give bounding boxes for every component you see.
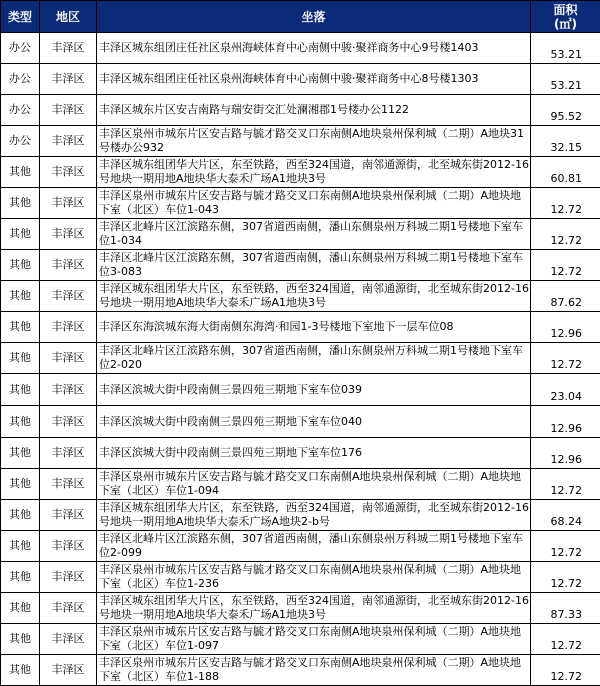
table-row [1,406,600,438]
cell-district: 丰泽区 [40,250,97,281]
cell-location: 丰泽区泉州市城东片区安吉路与毓才路交叉口东南侧A地块泉州保利城（二期）A地块地下室（北区）车位1-236 [97,562,531,593]
table-row [1,624,600,655]
cell-type: 其他 [1,312,40,343]
table-row [1,219,600,250]
cell-area: 32.15 [531,126,600,157]
table-row [1,343,600,374]
table-row [1,531,600,562]
cell-type: 其他 [1,188,40,219]
cell-district: 丰泽区 [40,312,97,343]
cell-district: 丰泽区 [40,374,97,406]
table-row [1,188,600,219]
cell-district: 丰泽区 [40,562,97,593]
table-row [1,593,600,624]
cell-type: 办公 [1,95,40,126]
cell-area: 12.72 [531,250,600,281]
cell-type: 其他 [1,374,40,406]
cell-type: 其他 [1,469,40,500]
cell-area: 53.21 [531,64,600,95]
cell-district: 丰泽区 [40,500,97,531]
table-row [1,374,600,406]
cell-location: 丰泽区泉州市城东片区安吉路与毓才路交叉口东南侧A地块泉州保利城（二期）A地块地下室（北区）车位1-188 [97,655,531,686]
table-row [1,469,600,500]
cell-location: 丰泽区城东组团庄任社区泉州海峡体育中心南侧中骏·聚祥商务中心9号楼1403 [97,33,531,64]
cell-area: 95.52 [531,95,600,126]
table-row [1,281,600,312]
table-row [1,562,600,593]
table-row [1,312,600,343]
cell-district: 丰泽区 [40,157,97,188]
cell-area: 12.72 [531,562,600,593]
cell-area: 12.72 [531,219,600,250]
cell-location: 丰泽区泉州市城东片区安吉路与毓才路交叉口东南侧A地块泉州保利城（二期）A地块地下室（北区）车位1-043 [97,188,531,219]
cell-type: 其他 [1,562,40,593]
table-row [1,126,600,157]
cell-location: 丰泽区北峰片区江滨路东侧，307省道西南侧，潘山东侧泉州万科城二期1号楼地下室车位2-020 [97,343,531,374]
cell-type: 其他 [1,157,40,188]
cell-type: 其他 [1,624,40,655]
cell-area: 12.72 [531,624,600,655]
cell-area: 68.24 [531,500,600,531]
cell-type: 其他 [1,593,40,624]
cell-location: 丰泽区城东组团华大片区，东至铁路，西至324国道，南邻通源街，北至城东街2012-16号地块一期用地A地块华大泰禾广场A1地块3号 [97,281,531,312]
cell-location: 丰泽区城东组团华大片区，东至铁路，西至324国道，南邻通源街，北至城东街2012-16号地块一期用地A地块华大泰禾广场A1地块3号 [97,593,531,624]
cell-district: 丰泽区 [40,95,97,126]
cell-location: 丰泽区滨城大街中段南侧三景四苑三期地下室车位039 [97,374,531,406]
header-area [531,1,600,33]
table-body [1,33,600,686]
table-row [1,438,600,469]
cell-type: 办公 [1,33,40,64]
cell-district: 丰泽区 [40,624,97,655]
cell-area: 12.72 [531,469,600,500]
cell-area: 23.04 [531,374,600,406]
cell-area: 87.62 [531,281,600,312]
cell-area: 53.21 [531,33,600,64]
cell-location: 丰泽区北峰片区江滨路东侧，307省道西南侧，潘山东侧泉州万科城二期1号楼地下室车位1-034 [97,219,531,250]
cell-district: 丰泽区 [40,593,97,624]
cell-district: 丰泽区 [40,33,97,64]
header-type: 类型 [1,1,40,33]
cell-district: 丰泽区 [40,531,97,562]
header-district: 地区 [40,1,97,33]
cell-location: 丰泽区城东组团华大片区，东至铁路，西至324国道，南邻通源街，北至城东街2012-16号地块一期用地A地块华大泰禾广场A地块2-b号 [97,500,531,531]
cell-area: 12.96 [531,312,600,343]
cell-area: 60.81 [531,157,600,188]
cell-district: 丰泽区 [40,438,97,469]
cell-type: 办公 [1,126,40,157]
header-row [1,1,600,33]
table-row [1,157,600,188]
cell-type: 其他 [1,655,40,686]
cell-type: 其他 [1,438,40,469]
cell-area: 87.33 [531,593,600,624]
cell-district: 丰泽区 [40,281,97,312]
cell-type: 办公 [1,64,40,95]
cell-type: 其他 [1,250,40,281]
cell-location: 丰泽区北峰片区江滨路东侧，307省道西南侧，潘山东侧泉州万科城二期1号楼地下室车位2-099 [97,531,531,562]
table-row [1,64,600,95]
cell-location: 丰泽区东海滨城东海大街南侧东海湾·和园1-3号楼地下室地下一层车位08 [97,312,531,343]
cell-district: 丰泽区 [40,64,97,95]
cell-district: 丰泽区 [40,126,97,157]
cell-type: 其他 [1,343,40,374]
cell-district: 丰泽区 [40,219,97,250]
cell-district: 丰泽区 [40,469,97,500]
header-area-unit: (㎡) [554,16,577,31]
table-row [1,500,600,531]
cell-location: 丰泽区泉州市城东片区安吉路与毓才路交叉口东南侧A地块泉州保利城（二期）A地块31号楼办公932 [97,126,531,157]
cell-district: 丰泽区 [40,406,97,438]
table-row [1,33,600,64]
cell-district: 丰泽区 [40,655,97,686]
cell-location: 丰泽区滨城大街中段南侧三景四苑三期地下室车位040 [97,406,531,438]
cell-location: 丰泽区泉州市城东片区安吉路与毓才路交叉口东南侧A地块泉州保利城（二期）A地块地下室（北区）车位1-097 [97,624,531,655]
header-area-label: 面积 [553,2,578,17]
cell-district: 丰泽区 [40,188,97,219]
cell-area: 12.72 [531,188,600,219]
cell-area: 12.96 [531,438,600,469]
cell-area: 12.96 [531,406,600,438]
cell-location: 丰泽区城东组团华大片区，东至铁路，西至324国道，南邻通源街，北至城东街2012-16号地块一期用地A地块华大泰禾广场A1地块3号 [97,157,531,188]
cell-type: 其他 [1,531,40,562]
cell-type: 其他 [1,281,40,312]
table-row [1,655,600,686]
cell-location: 丰泽区城东组团庄任社区泉州海峡体育中心南侧中骏·聚祥商务中心8号楼1303 [97,64,531,95]
cell-type: 其他 [1,500,40,531]
cell-district: 丰泽区 [40,343,97,374]
table-row [1,95,600,126]
cell-type: 其他 [1,406,40,438]
table-row [1,250,600,281]
header-location: 坐落 [97,1,531,33]
cell-location: 丰泽区滨城大街中段南侧三景四苑三期地下室车位176 [97,438,531,469]
cell-location: 丰泽区城东片区安吉南路与瑞安街交汇处澜湘郡1号楼办公1122 [97,95,531,126]
cell-location: 丰泽区北峰片区江滨路东侧，307省道西南侧，潘山东侧泉州万科城二期1号楼地下室车位3-083 [97,250,531,281]
cell-area: 12.72 [531,531,600,562]
cell-type: 其他 [1,219,40,250]
cell-area: 12.72 [531,343,600,374]
cell-area: 12.72 [531,655,600,686]
cell-location: 丰泽区泉州市城东片区安吉路与毓才路交叉口东南侧A地块泉州保利城（二期）A地块地下室（北区）车位1-094 [97,469,531,500]
